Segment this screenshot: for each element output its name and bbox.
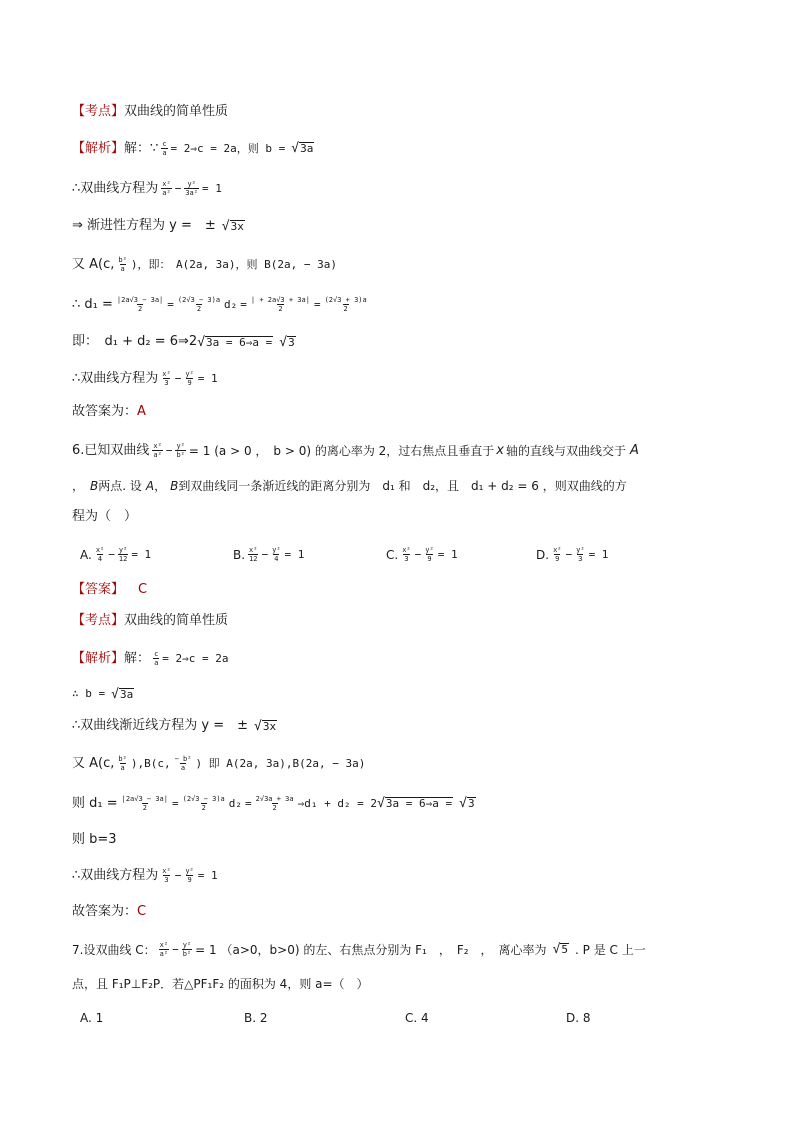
result-equation-line: ∴双曲线方程为 $\frac{\text{x²}}{3}$ − $\frac{\text{y²}}{9}$ = 1 <box>72 867 218 884</box>
fraction: $\frac{\text{y²}}{\text{3a²}}$ <box>185 180 198 197</box>
b-result-line: 则 b=3 <box>72 832 117 847</box>
final-answer: C <box>137 904 147 919</box>
kaodian-line: 【 考点 】 双曲线的简单性质 <box>72 613 229 628</box>
fraction: $\frac{\text{b²}}{a}$ <box>118 256 127 273</box>
option-b[interactable]: B. 2 <box>244 1011 268 1025</box>
question-6-stem: 6.已知双曲线 $\frac{\text{x²}}{\text{a²}}$ − $\frac{\text{y²}}{\text{b²}}$ = 1 (a > 0 ， b > 0) 的离心率为 2，过右焦点且垂直于 x 轴的直线与双曲线交于 A <box>72 442 639 459</box>
jiexi-line: 【 解析 】 解： $\frac{c}{a}$ = 2⇒c = 2a <box>72 650 229 667</box>
kaodian-label: 考点 <box>85 104 112 119</box>
kaodian-text: 双曲线的简单性质 <box>124 104 229 119</box>
jiexi-label: 解析 <box>85 140 112 156</box>
sum-line: 即： d₁ + d₂ = 6⇒2 √ 3a = 6⇒a = √ 3 <box>72 334 295 350</box>
point-line: 又 A(c, $\frac{\text{b²}}{a}$ )，即： A(2a, 3a)，则 B(2a, − 3a) <box>72 256 338 273</box>
option-d[interactable]: D. $\frac{\text{x²}}{9}$ − $\frac{\text{y²}}{3}$ = 1 <box>536 546 609 563</box>
answer-value: C <box>138 582 148 597</box>
final-answer-line: 故答案为： C <box>72 904 147 919</box>
answer-line: 【 答案 】 C <box>72 582 148 597</box>
sqrt: √ 3x <box>221 218 244 234</box>
kaodian-line: 【 考点 】 双曲线的简单性质 <box>72 104 229 119</box>
distance-line: ∴ d₁ = $\frac{|2a√3 - 3a|}{2}$ = $\frac{(2√3 - 3)a}{2}$ d₂ = $\frac{| + 2a√3 + 3a|}{2}$ = $\frac{(2√3 + 3)a}{2}$ <box>72 296 367 313</box>
option-c[interactable]: C. $\frac{\text{x²}}{3}$ − $\frac{\text{y²}}{9}$ = 1 <box>386 546 458 563</box>
fraction: $\frac{\text{x²}}{\text{a²}}$ <box>162 180 171 197</box>
final-answer-line: 故答案为： A <box>72 404 146 419</box>
option-d[interactable]: D. 8 <box>566 1011 591 1025</box>
result-equation-line: ∴双曲线方程为 $\frac{\text{x²}}{3}$ − $\frac{\text{y²}}{9}$ = 1 <box>72 370 218 387</box>
question-6-stem-2: ， B 两点. 设 A ， B 到双曲线同一条渐近线的距离分别为 d₁ 和 d₂，且 d₁ + d₂ = 6 ，则双曲线的方 <box>72 479 627 493</box>
b-value-line: ∴ b = √ 3a <box>72 686 134 702</box>
distance-line: 则 d₁ = $\frac{|2a√3 - 3a|}{2}$ = $\frac{(2√3 - 3)a}{2}$ d₂ = $\frac{2√3a + 3a}{2}$ ⇒d₁ + d₂ = 2 √ 3a = 6⇒a = √ 3 <box>72 795 475 812</box>
equation-line: ∴双曲线方程为 $\frac{\text{x²}}{\text{a²}}$ − $\frac{\text{y²}}{\text{3a²}}$ = 1 <box>72 180 222 197</box>
sqrt: √ 3a <box>291 141 314 156</box>
asymptote-line: ∴双曲线渐近线方程为 y = ± √ 3x <box>72 718 277 734</box>
option-b[interactable]: B. $\frac{\text{x²}}{12}$ − $\frac{\text{y²}}{4}$ = 1 <box>233 546 305 563</box>
question-7-stem-2: 点，且 F₁P⊥F₂P．若△PF₁F₂ 的面积为 4，则 a=（ ） <box>72 977 369 991</box>
option-a[interactable]: A. 1 <box>80 1011 104 1025</box>
option-c[interactable]: C. 4 <box>405 1011 429 1025</box>
question-6-stem-3: 程为（ ） <box>72 509 138 524</box>
option-a[interactable]: A. $\frac{\text{x²}}{4}$ − $\frac{\text{y²}}{12}$ = 1 <box>80 546 152 563</box>
point-line: 又 A(c, $\frac{\text{b²}}{a}$ ),B(c, $\frac{\text{− b²}}{a}$ ) 即 A(2a, 3a),B(2a, − 3a) <box>72 755 366 772</box>
fraction: $\frac{c}{a}$ <box>162 140 167 157</box>
jiexi-line: 【 解析 】 解：∵ $\frac{c}{a}$ = 2⇒c = 2a，则 b = √ 3a <box>72 140 314 157</box>
final-answer: A <box>137 404 146 419</box>
question-7-stem: 7.设双曲线 C： $\frac{\text{x²}}{\text{a²}}$ − $\frac{\text{y²}}{\text{b²}}$ = 1 （a>0，b>0) 的左、右焦点分别为 F₁ ， F₂ ， 离心率为 √ 5 . P 是 C 上一 <box>72 941 646 958</box>
asymptote-line: ⇒ 渐进性方程为 y = ± √ 3x <box>72 218 244 234</box>
